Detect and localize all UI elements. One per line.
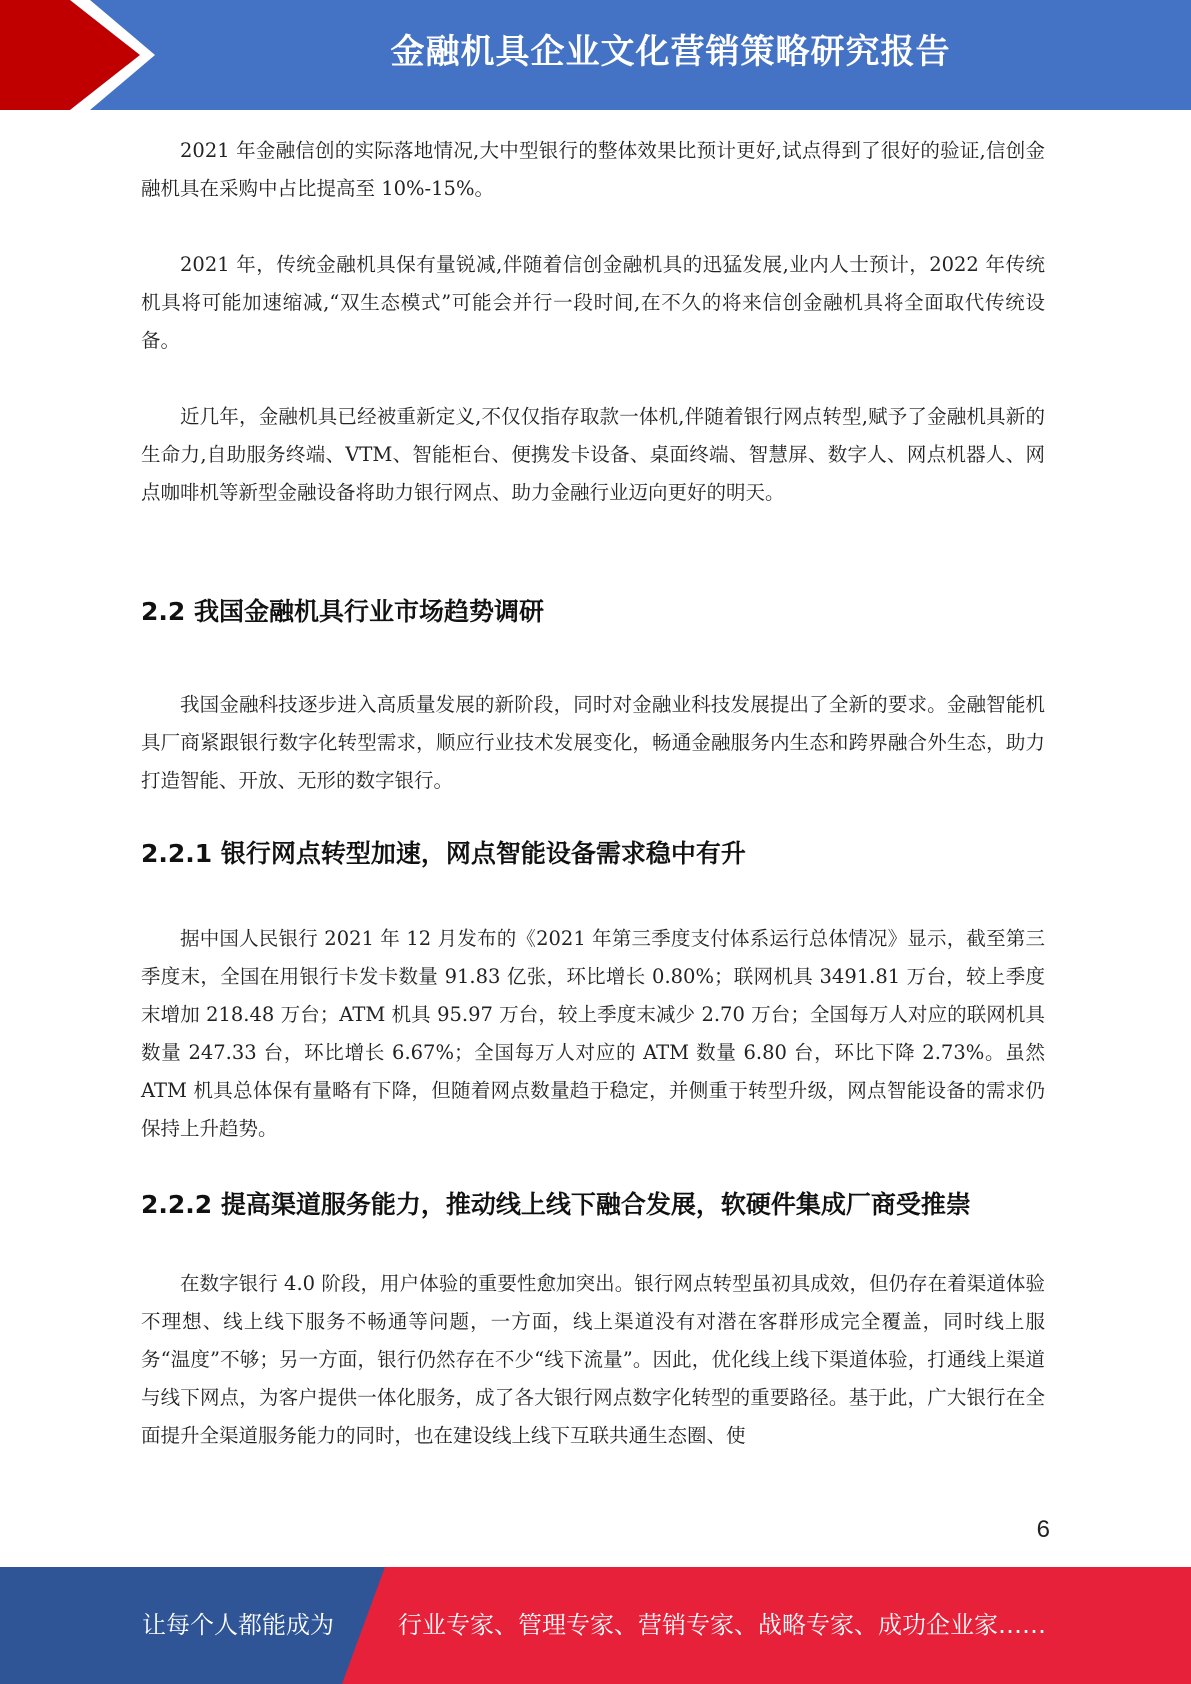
page-number: 6 bbox=[1036, 1516, 1050, 1543]
paragraph-redefined-machines: 近几年，金融机具已经被重新定义,不仅仅指存取款一体机,伴随着银行网点转型,赋予了金融机具新的生命力,自助服务终端、VTM、智能柜台、便携发卡设备、桌面终端、智慧屏、数字人、网点机器人、网点咖啡机等新型金融设备将助力银行网点、助力金融行业迈向更好的明天。 bbox=[141, 405, 1045, 504]
page-header bbox=[0, 0, 1191, 110]
section-heading-2-2-1: 2.2.1 银行网点转型加速，网点智能设备需求稳中有升 bbox=[141, 839, 746, 868]
footer-slogan-left: 让每个人都能成为 bbox=[142, 1611, 334, 1639]
paragraph-section-2-2: 我国金融科技逐步进入高质量发展的新阶段，同时对金融业科技发展提出了全新的要求。金融智能机具厂商紧跟银行数字化转型需求，顺应行业技术发展变化，畅通金融服务内生态和跨界融合外生态，助力打造智能、开放、无形的数字银行。 bbox=[141, 693, 1045, 792]
report-title: 金融机具企业文化营销策略研究报告 bbox=[390, 32, 951, 72]
footer-slogan-right: 行业专家、管理专家、营销专家、战略专家、成功企业家…… bbox=[398, 1611, 1046, 1639]
document-body bbox=[141, 132, 1045, 1455]
section-heading-2-2: 2.2 我国金融机具行业市场趋势调研 bbox=[141, 597, 544, 626]
paragraph-section-2-2-2: 在数字银行 4.0 阶段，用户体验的重要性愈加突出。银行网点转型虽初具成效，但仍存在着渠道体验不理想、线上线下服务不畅通等问题，一方面，线上渠道没有对潜在客群形成完全覆盖，同时线上服务“温度”不够；另一方面，银行仍然存在不少“线下流量”。因此，优化线上线下渠道体验，打通线上渠道与线下网点，为客户提供一体化服务，成了各大银行网点数字化转型的重要路径。基于此，广大银行在全面提升全渠道服务能力的同时，也在建设线上线下互联共通生态圈、使 bbox=[141, 1272, 1045, 1447]
section-heading-2-2-2: 2.2.2 提高渠道服务能力，推动线上线下融合发展，软硬件集成厂商受推崇 bbox=[141, 1190, 971, 1219]
paragraph-traditional-machines: 2021 年，传统金融机具保有量锐减,伴随着信创金融机具的迅猛发展,业内人士预计，2022 年传统机具将可能加速缩减,“双生态模式”可能会并行一段时间,在不久的将来信创金融机具将全面取代传统设备。 bbox=[141, 253, 1045, 352]
paragraph-section-2-2-1: 据中国人民银行 2021 年 12 月发布的《2021 年第三季度支付体系运行总体情况》显示，截至第三季度末，全国在用银行卡发卡数量 91.83 亿张，环比增长 0.80%；联网机具 3491.81 万台，较上季度末增加 218.48 万台；ATM 机具 95.97 万台，较上季度末减少 2.70 万台；全国每万人对应的联网机具数量 247.33 台，环比增长 6.67%；全国每万人对应的 ATM 数量 6.80 台，环比下降 2.73%。虽然 ATM 机具总体保有量略有下降，但随着网点数量趋于稳定，并侧重于转型升级，网点智能设备的需求仍保持上升趋势。 bbox=[141, 927, 1045, 1140]
paragraph-xinchuang-2021: 2021 年金融信创的实际落地情况,大中型银行的整体效果比预计更好,试点得到了很好的验证,信创金融机具在采购中占比提高至 10%-15%。 bbox=[141, 139, 1045, 200]
page-footer bbox=[0, 1567, 1191, 1684]
